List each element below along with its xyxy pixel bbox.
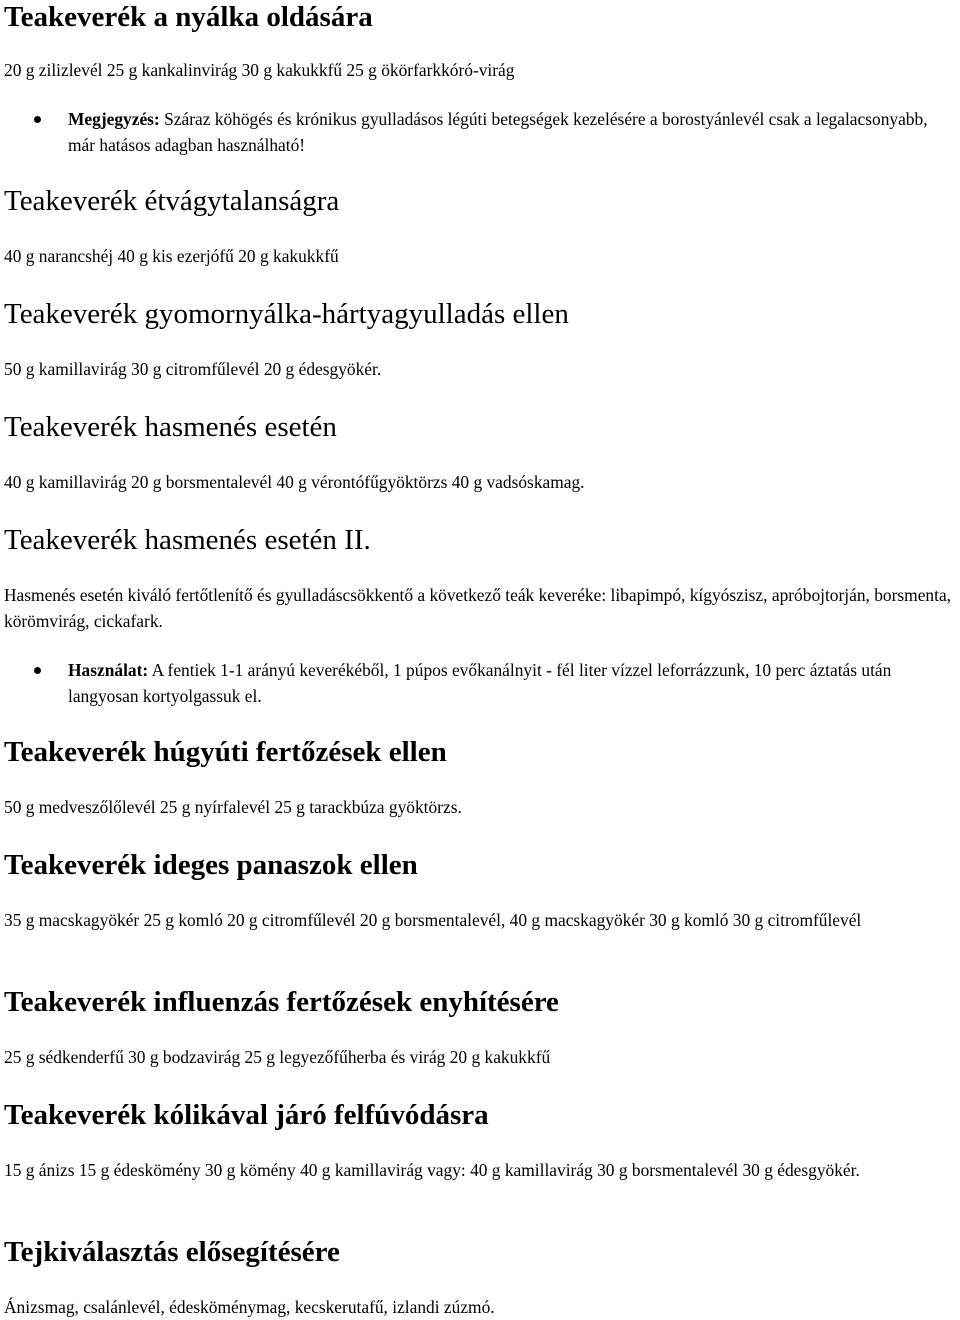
note-hasznalat [68,657,950,709]
note-text: Száraz köhögés és krónikus gyulladásos légúti betegségek kezelésére a borostyánlevél csak a legalacsonyabb, már hatásos adagban használható! [68,109,928,155]
recipe-etvagytalansagra: 40 g narancshéj 40 g kis ezerjófű 20 g kakukkfű [4,246,339,266]
bullet-icon [34,116,41,123]
recipe-kolikaval: 15 g ánizs 15 g édeskömény 30 g kömény 40 g kamillavirág vagy: 40 g kamillavirág 30 g borsmentalevél 30 g édesgyökér. [4,1160,860,1180]
recipe-nyalka-oldasara: 20 g zilizlevél 25 g kankalinvirág 30 g kakukkfű 25 g ökörfarkkóró-virág [4,60,515,80]
recipe-hasmenes: 40 g kamillavirág 20 g borsmentalevél 40 g vérontófűgyöktörzs 40 g vadsóskamag. [4,472,585,492]
recipe-ideges: 35 g macskagyökér 25 g komló 20 g citromfűlevél 20 g borsmentalevél, 40 g macskagyökér 30 g komló 30 g citromfűlevél [4,910,862,930]
recipe-hasmenes-ii: Hasmenés esetén kiváló fertőtlenítő és gyulladáscsökkentő a következő teák keveréke: libapimpó, kígyószisz, apróbojtorján, borsmenta, körömvirág, cickafark. [4,585,952,631]
heading-kolikaval: Teakeverék kólikával járó felfúvódásra [4,1099,489,1131]
heading-hugyuti: Teakeverék húgyúti fertőzések ellen [4,736,447,768]
note-text: A fentiek 1-1 arányú keverékéből, 1 púpos evőkanálnyit - fél liter vízzel leforrázzunk, 10 perc áztatás után langyosan kortyolgassuk el. [68,660,892,706]
note-label: Megjegyzés: [68,109,160,129]
note-label: Használat: [68,660,149,680]
heading-nyalka-oldasara: Teakeverék a nyálka oldására [4,1,373,33]
heading-influenzas: Teakeverék influenzás fertőzések enyhítésére [4,986,559,1018]
heading-gyomornyalka: Teakeverék gyomornyálka-hártyagyulladás ellen [4,298,569,330]
recipe-tejkivalasztas: Ánizsmag, csalánlevél, édesköménymag, kecskerutafű, izlandi zúzmó. [4,1297,495,1317]
recipe-hugyuti: 50 g medveszőlőlevél 25 g nyírfalevél 25 g tarackbúza gyöktörzs. [4,797,462,817]
heading-tejkivalasztas: Tejkiválasztás elősegítésére [4,1236,340,1268]
heading-etvagytalansagra: Teakeverék étvágytalanságra [4,185,340,217]
bullet-icon [34,667,41,674]
recipe-gyomornyalka: 50 g kamillavirág 30 g citromfűlevél 20 g édesgyökér. [4,359,382,379]
recipe-influenzas: 25 g sédkenderfű 30 g bodzavirág 25 g legyezőfűherba és virág 20 g kakukkfű [4,1047,551,1067]
note-megjegyzes [68,106,950,158]
heading-ideges: Teakeverék ideges panaszok ellen [4,849,418,881]
heading-hasmenes: Teakeverék hasmenés esetén [4,411,337,443]
heading-hasmenes-ii: Teakeverék hasmenés esetén II. [4,524,371,556]
